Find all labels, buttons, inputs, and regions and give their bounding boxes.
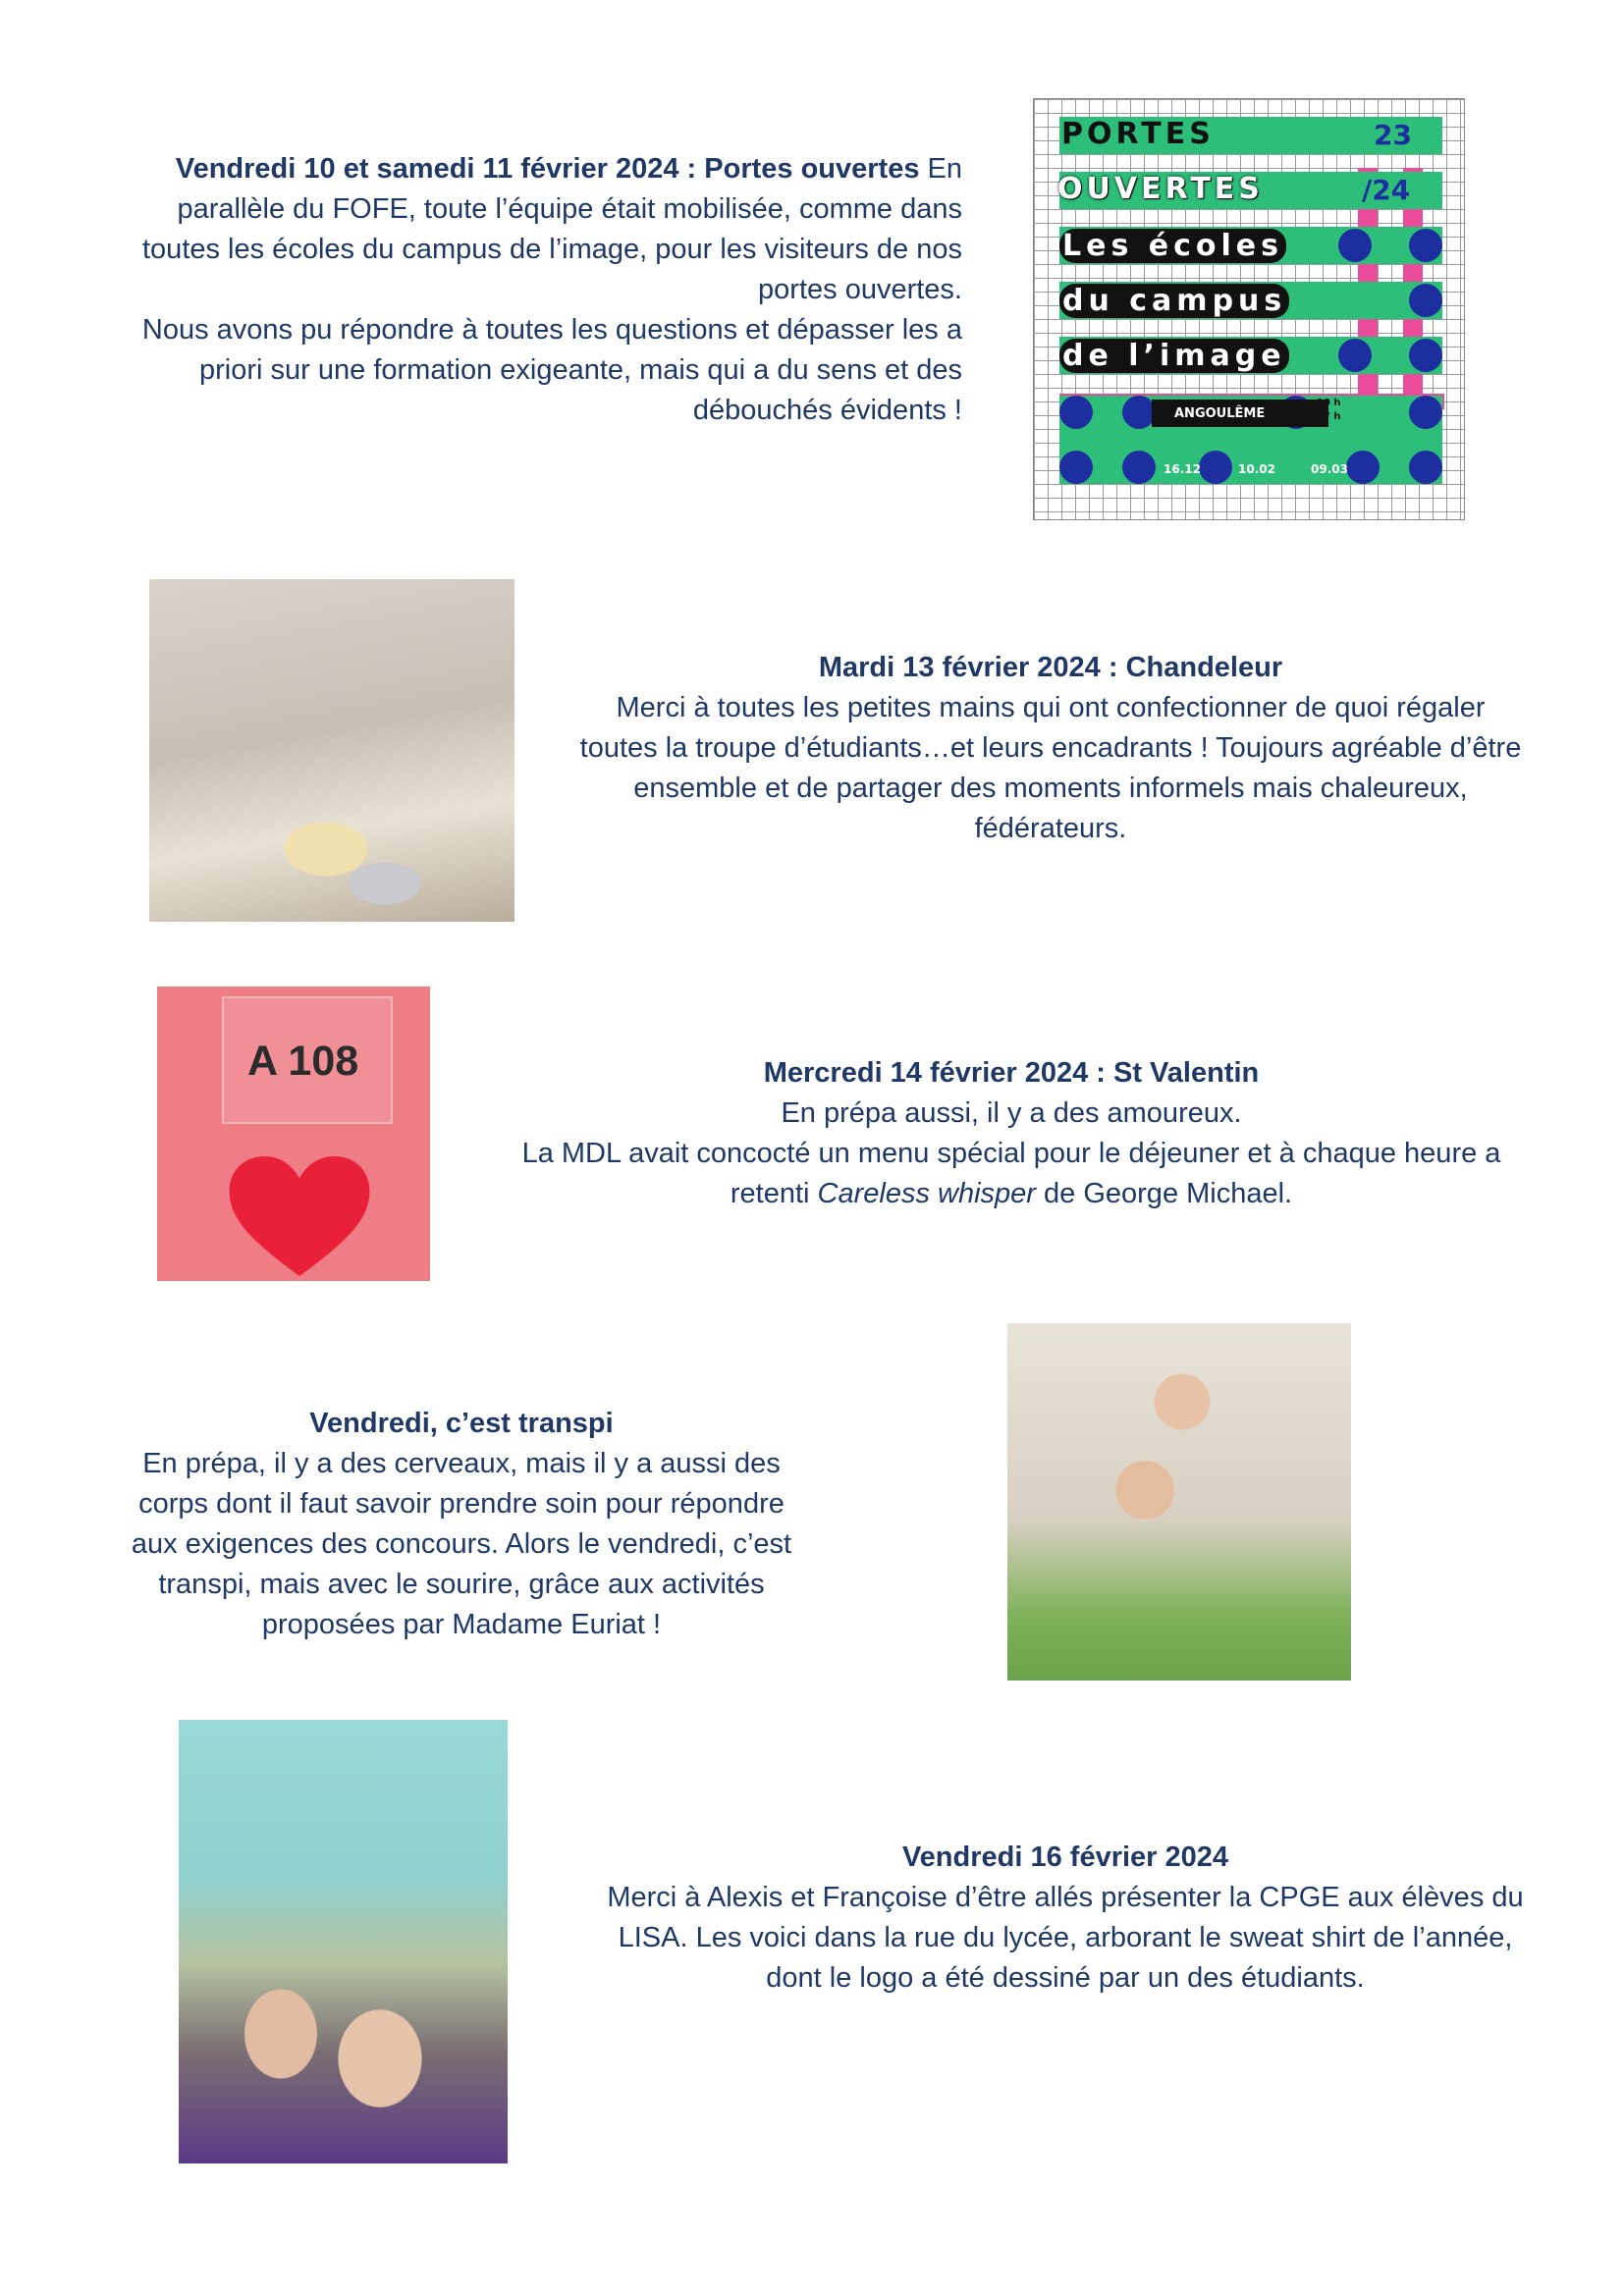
poster-dot	[1346, 451, 1380, 484]
poster-date: 16.12	[1164, 462, 1201, 476]
photo-sport	[1007, 1323, 1351, 1681]
section-title: Mercredi 14 février 2024 : St Valentin	[763, 1057, 1260, 1089]
section-line: En prépa aussi, il y a des amoureux.	[781, 1097, 1242, 1129]
section-body-second: Nous avons pu répondre à toutes les questions et dépasser les a priori sur une formation exigeante, mais qui a du sens et des débouchés évidents !	[141, 314, 962, 426]
poster-line-ecoles: Les écoles	[1059, 229, 1286, 262]
photo-lisa	[179, 1720, 508, 2163]
poster-dot	[1122, 396, 1156, 429]
photo-chandeleur	[149, 579, 514, 922]
poster-dot	[1059, 396, 1093, 429]
door-label: A 108	[247, 1038, 359, 1085]
poster-line-campus: du campus	[1059, 284, 1289, 317]
section-chandeleur	[579, 648, 1522, 849]
section-portes-ouvertes	[118, 149, 962, 431]
section-title: Mardi 13 février 2024 : Chandeleur	[818, 652, 1283, 683]
section-line: La MDL avait concocté un menu spécial pour le déjeuner et à chaque heure a retenti	[521, 1138, 1501, 1209]
section-body: En prépa, il y a des cerveaux, mais il y a aussi des corps dont il faut savoir prendre soin pour répondre aux exigences des concours. Alors le vendredi, c’est transpi, mais avec le sourire, grâce aux activités proposées par Madame Euriat !	[131, 1448, 792, 1640]
portes-ouvertes-poster	[1033, 98, 1465, 520]
section-title: Vendredi 16 février 2024	[901, 1842, 1229, 1873]
section-body: Merci à Alexis et Françoise d’être allés présenter la CPGE aux élèves du LISA. Les voici dans la rue du lycée, arborant le sweat shirt de l’année, dont le logo a été dessiné par un des étudiants.	[607, 1882, 1524, 1994]
poster-dot	[1122, 451, 1156, 484]
poster-city: ANGOULÊME	[1174, 406, 1266, 421]
poster-dot	[1409, 229, 1442, 262]
poster-date: 09.03	[1311, 462, 1348, 476]
poster-line-image: de l’image	[1059, 339, 1289, 372]
heart-icon	[226, 1153, 373, 1279]
poster-dot	[1059, 451, 1093, 484]
poster-dot	[1199, 451, 1232, 484]
poster-year-top: 23	[1374, 119, 1412, 151]
poster-word-portes: PORTES	[1061, 117, 1215, 151]
poster-dot	[1409, 339, 1442, 372]
section-vendredi-16	[594, 1838, 1537, 1999]
poster-date: 10.02	[1238, 462, 1275, 476]
poster-hours-end: 17 h	[1317, 411, 1341, 422]
poster-year-bottom: /24	[1362, 174, 1411, 206]
poster-dot	[1409, 396, 1442, 429]
door-plate	[222, 996, 393, 1124]
section-body: En parallèle du FOFE, toute l’équipe était mobilisée, comme dans toutes les écoles du campus de l’image, pour les visiteurs de nos portes ouvertes.	[142, 153, 962, 305]
poster-word-ouvertes: OUVERTES	[1057, 172, 1264, 206]
section-line-end: de George Michael.	[1035, 1178, 1293, 1209]
poster-dot	[1338, 339, 1372, 372]
section-st-valentin	[501, 1053, 1522, 1214]
section-title: Vendredi 10 et samedi 11 février 2024 : Portes ouvertes	[175, 153, 920, 185]
poster-dot	[1409, 451, 1442, 484]
photo-valentin	[157, 987, 430, 1281]
section-body: Merci à toutes les petites mains qui ont confectionner de quoi régaler toutes la troupe d’étudiants…et leurs encadrants ! Toujours agréable d’être ensemble et de partager des moments informels mais chaleureux, fédérateurs.	[579, 692, 1522, 844]
section-vendredi-transpi	[118, 1404, 805, 1645]
song-title: Careless whisper	[817, 1178, 1036, 1209]
poster-dot	[1338, 229, 1372, 262]
poster-dot	[1409, 284, 1442, 317]
section-title: Vendredi, c’est transpi	[309, 1408, 614, 1439]
poster-hours-start: 10 h	[1317, 398, 1341, 408]
